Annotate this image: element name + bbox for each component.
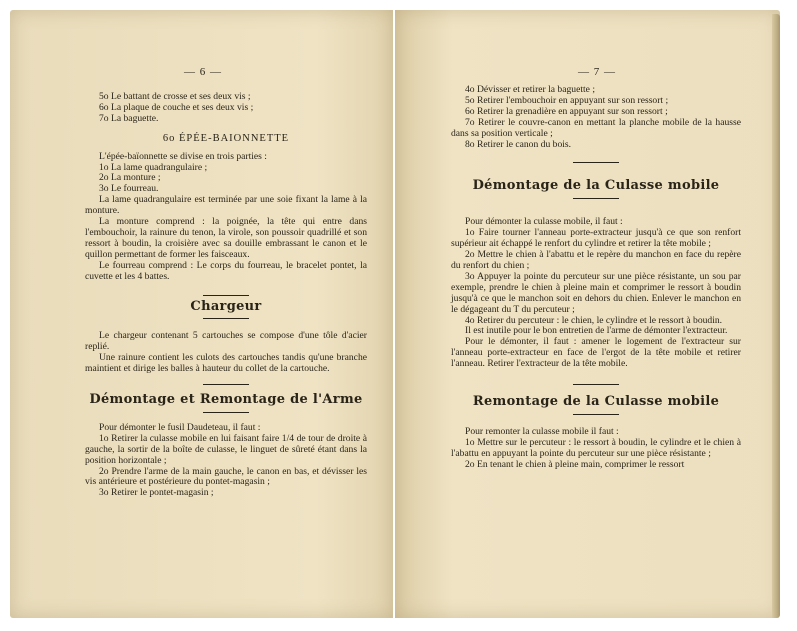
list-item: 4o Dévisser et retirer la baguette ;	[465, 84, 595, 95]
list-item: 2o Mettre le chien à l'abattu et le repère du manchon en face du repère du renfort du chien ;	[451, 249, 741, 271]
section-heading: Remontage de la Culasse mobile	[472, 394, 720, 410]
paragraph: Le fourreau comprend : Le corps du fourreau, le bracelet pontet, la cuvette et les 4 battes.	[85, 259, 367, 282]
section-heading: Démontage et Remontage de l'Arme	[89, 392, 363, 408]
open-booklet	[10, 10, 788, 622]
list-item: 2o La monture ;	[99, 172, 161, 184]
section-heading: 6o ÉPÉE-BAIONNETTE	[162, 132, 290, 144]
list-item: 3o Le fourreau.	[99, 183, 159, 195]
paragraph: L'épée-baïonnette se divise en trois parties :	[99, 150, 267, 162]
paragraph: Le chargeur contenant 5 cartouches se compose d'une tôle d'acier replié.	[85, 330, 367, 353]
list-item: 1o Faire tourner l'anneau porte-extracteur jusqu'à ce que son renfort supérieur ait échappé le renfort du cylindre et retirer la tête mobile ;	[451, 227, 741, 250]
divider	[573, 162, 619, 163]
page-number: — 7 —	[578, 66, 616, 78]
list-item: 2o Prendre l'arme de la main gauche, le canon en bas, et dévisser les vis antérieure et postérieure du pontet-magasin ;	[85, 465, 367, 488]
list-item: 6o Retirer la grenadière en appuyant sur son ressort ;	[465, 105, 668, 117]
left-page	[10, 10, 393, 618]
list-item: 1o Retirer la culasse mobile en lui faisant faire 1/4 de tour de droite à gauche, la sortir de la boîte de culasse, le linguet de sûreté étant dans la position horizontale ;	[85, 432, 367, 466]
list-item: 6o La plaque de couche et ses deux vis ;	[99, 101, 254, 113]
paragraph: Pour démonter le fusil Daudeteau, il faut :	[99, 421, 261, 433]
right-page	[395, 10, 780, 618]
divider	[573, 198, 619, 199]
list-item: 1o Mettre sur le percuteur : le ressort à boudin, le cylindre et le chien à l'abattu en appuyant la pointe du percuteur sur une pièce résistante ;	[451, 436, 741, 459]
divider	[573, 384, 619, 385]
list-item: 3o Appuyer la pointe du percuteur sur une pièce résistante, un sou par exemple, prendre le chien à pleine main et comprimer le ressort à boudin jusqu'à ce que le manchon soit en dehors du chien. Enlever le manchon en le dégageant du T du percuteur ;	[451, 270, 741, 315]
divider	[203, 412, 249, 413]
list-item: 7o La baguette.	[99, 112, 159, 124]
paragraph: Il est inutile pour le bon entretien de l'arme de démonter l'extracteur.	[465, 325, 728, 337]
paragraph: Une rainure contient les culots des cartouches tandis qu'une branche maintient et dirige les balles à hauteur du collet de la cartouche.	[85, 352, 367, 375]
list-item: 2o En tenant le chien à pleine main, comprimer le ressort	[465, 458, 685, 470]
list-item: 5o Retirer l'embouchoir en appuyant sur son ressort ;	[465, 94, 669, 106]
list-item: 7o Retirer le couvre-canon en mettant la planche mobile de la hausse dans sa position verticale ;	[451, 116, 741, 139]
paragraph: Pour remonter la culasse mobile il faut :	[465, 425, 619, 437]
list-item: 8o Retirer le canon du bois.	[465, 138, 572, 150]
list-item: 3o Retirer le pontet-magasin ;	[99, 487, 214, 499]
divider	[203, 384, 249, 385]
left-page-text	[85, 92, 367, 499]
section-heading: Chargeur	[190, 298, 262, 314]
section-heading: Démontage de la Culasse mobile	[472, 178, 720, 194]
divider	[203, 295, 249, 296]
divider	[573, 414, 619, 415]
paragraph: Pour le démonter, il faut : amener le logement de l'extracteur sur l'anneau porte-extracteur en face de l'ergot de la tête mobile et retirer l'anneau. Retirer l'extracteur de la tête mobile.	[451, 336, 741, 370]
divider	[203, 318, 249, 319]
right-page-text	[451, 85, 741, 471]
paragraph: La monture comprend : la poignée, la tête qui entre dans l'embouchoir, la rainure du tenon, la virole, son poussoir quadrillé et son ressort à boudin, la croisière avec sa douille embrassant le canon et le quillon permettant de former les faisceaux.	[85, 216, 367, 260]
list-item: 5o Le battant de crosse et ses deux vis ;	[99, 91, 251, 102]
list-item: 4o Retirer du percuteur : le chien, le cylindre et le ressort à boudin.	[465, 314, 723, 326]
paragraph: Pour démonter la culasse mobile, il faut :	[465, 216, 623, 228]
list-item: 1o La lame quadrangulaire ;	[99, 161, 208, 173]
page-edge	[772, 14, 780, 618]
page-number: — 6 —	[184, 66, 222, 78]
paragraph: La lame quadrangulaire est terminée par une soie fixant la lame à la monture.	[85, 194, 367, 217]
